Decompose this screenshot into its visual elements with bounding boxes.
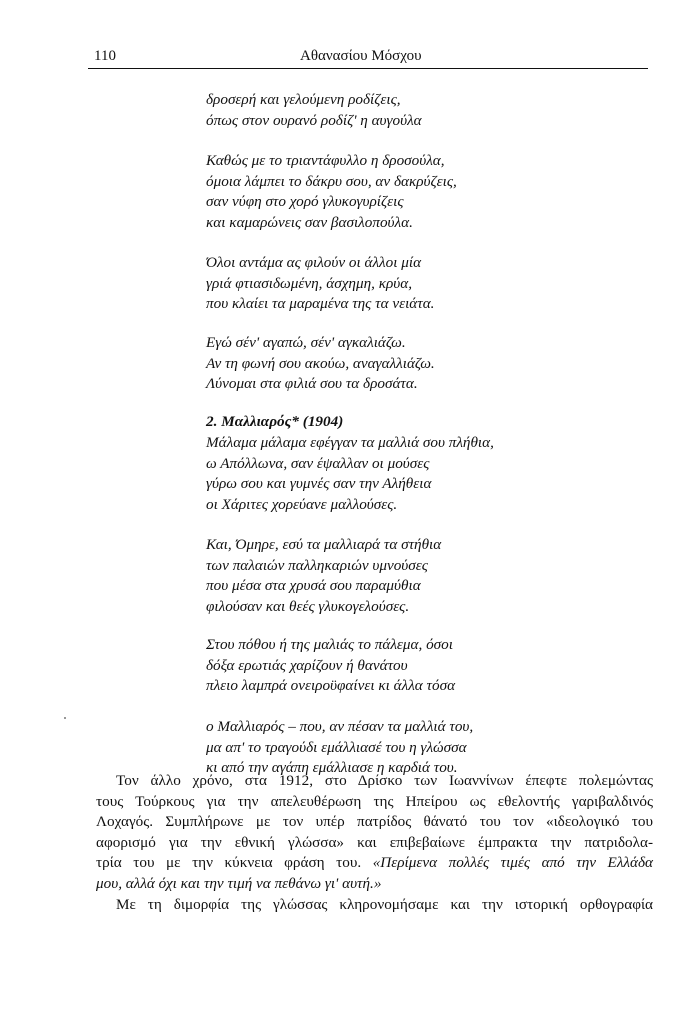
verse-line: όμοια λάμπει το δάκρυ σου, αν δακρύζεις, [206,172,457,190]
verse-line: πλειο λαμπρά ονειροϋφαίνει κι άλλα τόσα [206,677,456,694]
verse-line: σαν νύφη στο χορό γλυκογυρίζεις [206,193,404,210]
verse-line: ω Απόλλωνα, σαν έψαλλαν οι μούσες [206,454,430,472]
stanza-6 [206,535,441,617]
stanza-4 [206,333,435,395]
prose-line: Τον άλλο χρόνο, στα 1912, στο Δρίσκο των Ιωαννίνων έπεφτε πολεμώντας [116,772,653,789]
scan-speck [64,717,66,719]
verse-line: οι Χάριτες χορεύανε μαλλούσες. [206,495,398,513]
verse-line: Και, Όμηρε, εσύ τα μαλλιαρά τα στήθια [206,536,442,553]
header-rule [88,68,648,69]
verse-line: των παλαιών παλληκαριών υμνούσες [206,556,428,574]
stanza-2 [206,151,457,233]
quote-text: μου, αλλά όχι και την τιμή να πεθάνω γι' αυτή.» [96,874,382,892]
stanza-7 [206,635,455,697]
prose-line: τους Τούρκους για την απελευθέρωση της Ηπείρου ως εθελοντής γαριβαλδινός [96,792,653,810]
verse-line: Αν τη φωνή σου ακούω, αναγαλλιάζω. [206,354,435,372]
verse-line: ο Μαλλιαρός – που, αν πέσαν τα μαλλιά του, [206,718,474,735]
verse-line: όπως στον ουρανό ροδίζ' η αυγούλα [206,111,422,129]
verse-line: που μέσα στα χρυσά σου παραμύθια [206,577,421,594]
prose-paragraph [96,771,653,915]
verse-line: Εγώ σέν' αγαπώ, σέν' αγκαλιάζω. [206,334,406,351]
stanza-1 [206,90,422,131]
verse-line: Στου πόθου ή της μαλιάς το πάλεμα, όσοι [206,636,453,653]
running-head: Αθανασίου Μόσχου [300,48,422,64]
prose-line: Λοχαγός. Συμπλήρωνε με τον υπέρ πατρίδος θάνατό του τον «ιδεολογικό του [96,813,653,831]
page-number: 110 [94,48,116,64]
verse-line: και καμαρώνεις σαν βασιλοπούλα. [206,213,413,231]
verse-line: που κλαίει τα μαραμένα της τα νειάτα. [206,295,435,312]
poem-heading: 2. Μαλλιαρός* (1904) [206,413,344,430]
verse-line: δροσερή και γελούμενη ροδίζεις, [206,91,401,108]
verse-line: Όλοι αντάμα ας φιλούν οι άλλοι μία [206,254,422,271]
verse-line: κι από την αγάπη εμάλλιασε η καρδιά του. [206,759,458,776]
prose-line [96,874,653,895]
verse-line: Μάλαμα μάλαμα εφέγγαν τα μαλλιά σου πλήθια, [206,434,494,451]
prose-line: Με τη διμορφία της γλώσσας κληρονομήσαμε και την ιστορική ορθογραφία [116,895,653,913]
prose-line [96,853,653,874]
stanza-8 [206,717,473,779]
verse-line: γύρω σου και γυμνές σαν την Αλήθεια [206,475,432,492]
verse-line: φιλούσαν και θεές γλυκογελούσες. [206,597,410,615]
prose-text: τρία του με την κύκνεια φράση του. [96,854,373,872]
verse-line: Καθώς με το τριαντάφυλλο η δροσούλα, [206,152,445,169]
stanza-5 [206,433,494,515]
verse-line: γριά φτιασιδωμένη, άσχημη, κρύα, [206,274,413,292]
stanza-3 [206,253,434,315]
verse-line: Λύνομαι στα φιλιά σου τα δροσάτα. [206,375,418,392]
verse-line: μα απ' το τραγούδι εμάλλιασέ του η γλώσσα [206,738,467,756]
prose-line: αφορισμό για την εθνική γλώσσα» και επιβεβαίωνε έμπρακτα την πατριδολα- [96,833,653,851]
verse-line: δόξα ερωτιάς χαρίζουν ή θανάτου [206,656,408,674]
quote-text: «Περίμενα πολλές τιμές από την Ελλάδα [372,854,653,872]
